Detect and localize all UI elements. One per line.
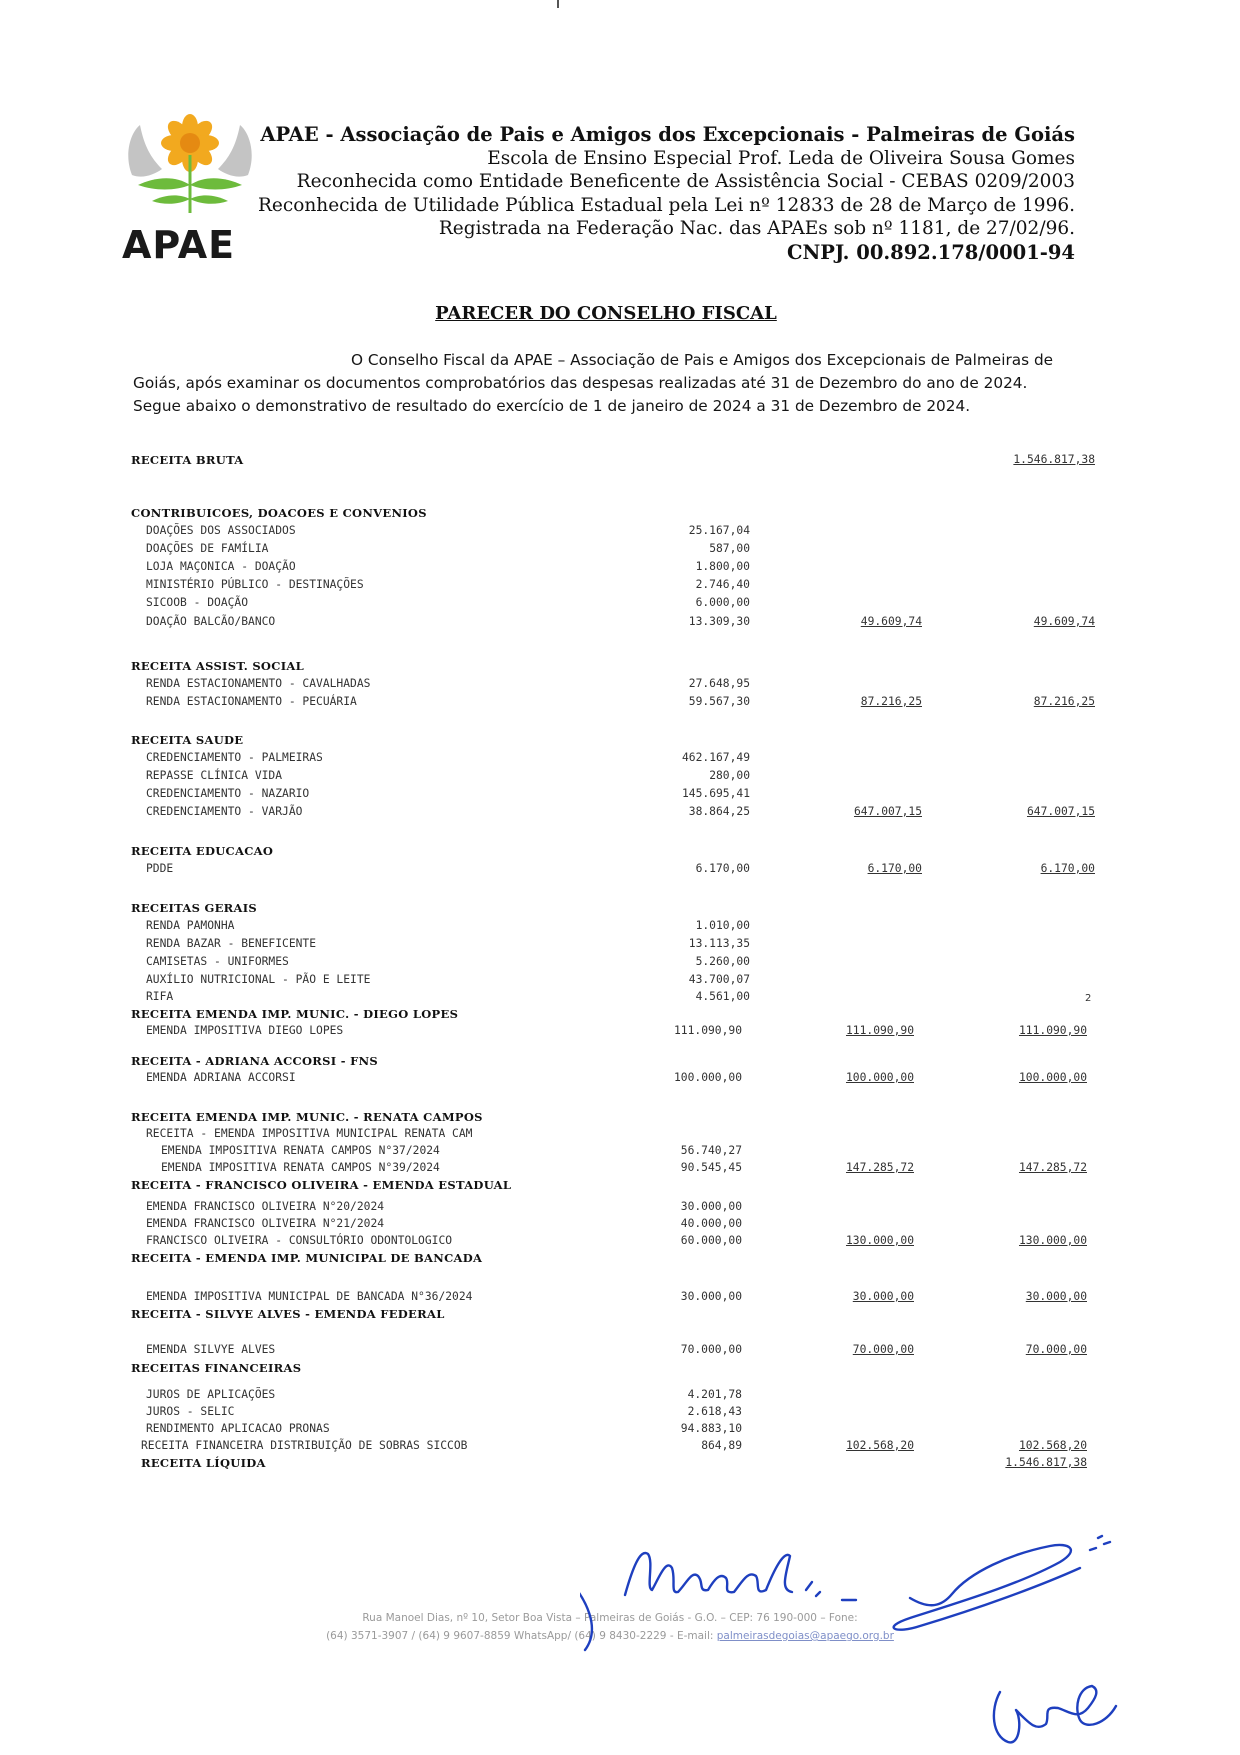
amount-col1: 13.309,30 — [688, 615, 750, 628]
amount-col1: 90.545,45 — [680, 1161, 742, 1174]
amount-col3: 102.568,20 — [1018, 1439, 1087, 1452]
item-label: RIFA — [146, 990, 174, 1003]
item-label: REPASSE CLÍNICA VIDA — [146, 769, 283, 782]
statement-item-row — [0, 861, 1240, 877]
amount-col1: 5.260,00 — [695, 955, 750, 968]
item-label: CREDENCIAMENTO - PALMEIRAS — [146, 751, 323, 764]
org-name: APAE - Associação de Pais e Amigos dos Excepcionais - Palmeiras de Goiás — [260, 123, 1075, 146]
statement-group-row — [0, 732, 1240, 748]
amount-col1: 1.800,00 — [695, 560, 750, 573]
statement-item-row — [0, 1023, 1240, 1039]
item-label: MINISTÉRIO PÚBLICO - DESTINAÇÕES — [146, 578, 364, 591]
group-label: RECEITA EMENDA IMP. MUNIC. - DIEGO LOPES — [131, 1007, 459, 1021]
statement-item-row — [0, 1421, 1240, 1437]
amount-col1: 13.113,35 — [688, 937, 750, 950]
item-label: RENDA BAZAR - BENEFICENTE — [146, 937, 317, 950]
item-label: CREDENCIAMENTO - NAZARIO — [146, 787, 310, 800]
statement-group-row — [0, 1306, 1240, 1322]
amount-col1: 30.000,00 — [680, 1290, 742, 1303]
statement-item-row — [0, 1070, 1240, 1086]
amount-col2: 130.000,00 — [845, 1234, 914, 1247]
statement-group-row — [0, 1177, 1240, 1193]
item-label: DOAÇÃO BALCÃO/BANCO — [146, 615, 276, 628]
statement-group-row — [0, 1250, 1240, 1266]
statement-item-row — [0, 577, 1240, 593]
statement-group-row — [0, 658, 1240, 674]
amount-col1: 280,00 — [709, 769, 750, 782]
statement-item-row — [0, 1404, 1240, 1420]
statement-group-row — [0, 900, 1240, 916]
statement-item-row — [0, 1438, 1240, 1454]
group-label: RECEITAS FINANCEIRAS — [131, 1361, 302, 1375]
statement-item-row — [0, 676, 1240, 692]
group-label: RECEITA EDUCACAO — [131, 844, 274, 858]
statement-group-row — [0, 1006, 1240, 1022]
amount-col1: 462.167,49 — [681, 751, 750, 764]
item-label: AUXÍLIO NUTRICIONAL - PÃO E LEITE — [146, 973, 371, 986]
handwritten-signatures — [580, 1510, 1200, 1755]
amount-col1: 2.746,40 — [695, 578, 750, 591]
statement-item-row — [0, 786, 1240, 802]
scan-mark — [557, 0, 559, 8]
statement-item-row — [0, 954, 1240, 970]
item-label: EMENDA FRANCISCO OLIVEIRA N°20/2024 — [146, 1200, 385, 1213]
amount-col1: 4.561,00 — [695, 990, 750, 1003]
statement-group-row — [0, 1053, 1240, 1069]
amount-col1: 27.648,95 — [688, 677, 750, 690]
statement-item-row — [0, 523, 1240, 539]
amount-col3: 1.546.817,38 — [1013, 453, 1095, 466]
group-label: CONTRIBUICOES, DOACOES E CONVENIOS — [131, 506, 427, 520]
item-label: RENDA ESTACIONAMENTO - CAVALHADAS — [146, 677, 371, 690]
group-label: RECEITA - SILVYE ALVES - EMENDA FEDERAL — [131, 1307, 445, 1321]
logo-wordmark: APAE — [122, 223, 236, 267]
org-school: Escola de Ensino Especial Prof. Leda de Oliveira Sousa Gomes — [487, 147, 1075, 169]
amount-col3: 647.007,15 — [1026, 805, 1095, 818]
statement-item-row — [0, 1216, 1240, 1232]
flower-hands-icon — [120, 105, 260, 225]
amount-col2: 6.170,00 — [867, 862, 922, 875]
group-label: RECEITA SAUDE — [131, 733, 244, 747]
amount-col1: 145.695,41 — [681, 787, 750, 800]
footer-phones: (64) 3571-3907 / (64) 9 9607-8859 WhatsApp/ (64) 9 8430-2229 - E-mail: — [326, 1630, 717, 1642]
statement-group-row — [0, 505, 1240, 521]
statement-item-row — [0, 1289, 1240, 1305]
statement-item-row — [0, 614, 1240, 630]
amount-col1: 43.700,07 — [688, 973, 750, 986]
org-cnpj: CNPJ. 00.892.178/0001-94 — [786, 240, 1075, 264]
amount-col1: 70.000,00 — [680, 1343, 742, 1356]
amount-col3: 147.285,72 — [1018, 1161, 1087, 1174]
amount-col3: 70.000,00 — [1025, 1343, 1087, 1356]
amount-col3: 30.000,00 — [1025, 1290, 1087, 1303]
statement-item-row — [0, 1387, 1240, 1403]
intro-line: O Conselho Fiscal da APAE – Associação de Pais e Amigos dos Excepcionais de Palmeiras de — [351, 351, 1054, 369]
item-label: PDDE — [146, 862, 174, 875]
amount-col3: 111.090,90 — [1018, 1024, 1087, 1037]
item-label: EMENDA SILVYE ALVES — [146, 1343, 276, 1356]
group-label: RECEITA BRUTA — [131, 453, 244, 467]
statement-item-row — [0, 750, 1240, 766]
item-label: DOAÇÕES DOS ASSOCIADOS — [146, 524, 296, 537]
amount-col1: 40.000,00 — [680, 1217, 742, 1230]
group-label: RECEITA - FRANCISCO OLIVEIRA - EMENDA ESTADUAL — [131, 1178, 512, 1192]
statement-group-row — [0, 843, 1240, 859]
amount-col1: 4.201,78 — [687, 1388, 742, 1401]
statement-item-row — [0, 1126, 1240, 1142]
amount-col1: 1.010,00 — [695, 919, 750, 932]
statement-item-row — [0, 1160, 1240, 1176]
item-label: SICOOB - DOAÇÃO — [146, 596, 249, 609]
amount-col3: 130.000,00 — [1018, 1234, 1087, 1247]
amount-col3: 49.609,74 — [1033, 615, 1095, 628]
amount-col1: 2.618,43 — [687, 1405, 742, 1418]
statement-item-row — [0, 918, 1240, 934]
statement-item-row — [0, 804, 1240, 820]
statement-group-row — [0, 1360, 1240, 1376]
org-cebas: Reconhecida como Entidade Beneficente de Assistência Social - CEBAS 0209/2003 — [296, 171, 1075, 192]
amount-col1: 30.000,00 — [680, 1200, 742, 1213]
statement-item-row — [0, 972, 1240, 988]
amount-col2: 100.000,00 — [845, 1071, 914, 1084]
amount-col1: 100.000,00 — [673, 1071, 742, 1084]
item-label: EMENDA ADRIANA ACCORSI — [146, 1071, 296, 1084]
amount-col3: 87.216,25 — [1033, 695, 1095, 708]
amount-col2: 147.285,72 — [845, 1161, 914, 1174]
amount-col1: 38.864,25 — [688, 805, 750, 818]
item-label: RECEITA - EMENDA IMPOSITIVA MUNICIPAL RENATA CAM — [146, 1127, 473, 1140]
amount-col2: 111.090,90 — [845, 1024, 914, 1037]
item-label: EMENDA FRANCISCO OLIVEIRA N°21/2024 — [146, 1217, 385, 1230]
amount-col2: 49.609,74 — [860, 615, 922, 628]
item-label: RENDA ESTACIONAMENTO - PECUÁRIA — [146, 695, 357, 708]
item-label: RENDA PAMONHA — [146, 919, 235, 932]
statement-item-row — [0, 541, 1240, 557]
statement-group-row — [0, 1455, 1240, 1471]
item-label: CREDENCIAMENTO - VARJÃO — [146, 805, 303, 818]
amount-col1: 60.000,00 — [680, 1234, 742, 1247]
item-label: EMENDA IMPOSITIVA MUNICIPAL DE BANCADA N°36/2024 — [146, 1290, 473, 1303]
amount-col1: 587,00 — [709, 542, 750, 555]
item-label: EMENDA IMPOSITIVA RENATA CAMPOS N°37/2024 — [161, 1144, 440, 1157]
amount-col2: 70.000,00 — [852, 1343, 914, 1356]
item-label: FRANCISCO OLIVEIRA - CONSULTÓRIO ODONTOLOGICO — [146, 1234, 453, 1247]
amount-col2: 30.000,00 — [852, 1290, 914, 1303]
statement-item-row — [0, 989, 1240, 1005]
statement-item-row — [0, 595, 1240, 611]
amount-col1: 6.170,00 — [695, 862, 750, 875]
amount-col2: 102.568,20 — [845, 1439, 914, 1452]
statement-item-row — [0, 694, 1240, 710]
amount-col3: 100.000,00 — [1018, 1071, 1087, 1084]
item-label: EMENDA IMPOSITIVA DIEGO LOPES — [146, 1024, 344, 1037]
statement-group-row — [0, 1109, 1240, 1125]
statement-item-row — [0, 1342, 1240, 1358]
item-label: LOJA MAÇONICA - DOAÇÃO — [146, 560, 296, 573]
item-label: JUROS DE APLICAÇÕES — [146, 1388, 276, 1401]
statement-item-row — [0, 936, 1240, 952]
org-registration: Registrada na Federação Nac. das APAEs sob nº 1181, de 27/02/96. — [438, 218, 1075, 239]
amount-col3: 6.170,00 — [1040, 862, 1095, 875]
group-label: RECEITAS GERAIS — [131, 901, 258, 915]
amount-col1: 59.567,30 — [688, 695, 750, 708]
group-label: RECEITA EMENDA IMP. MUNIC. - RENATA CAMPOS — [131, 1110, 483, 1124]
amount-col1: 25.167,04 — [688, 524, 750, 537]
intro-line: Segue abaixo o demonstrativo de resultado do exercício de 1 de janeiro de 2024 a 31 de Dezembro de 2024. — [133, 397, 971, 415]
amount-col2: 647.007,15 — [853, 805, 922, 818]
amount-col1: 6.000,00 — [695, 596, 750, 609]
page-title: PARECER DO CONSELHO FISCAL — [435, 303, 777, 324]
footer-address: Rua Manoel Dias, nº 10, Setor Boa Vista – Palmeiras de Goiás - G.O. – CEP: 76 190-000 – Fone: — [362, 1612, 858, 1624]
statement-item-row — [0, 768, 1240, 784]
item-label: DOAÇÕES DE FAMÍLIA — [146, 542, 269, 555]
amount-col1: 111.090,90 — [673, 1024, 742, 1037]
amount-col1: 94.883,10 — [680, 1422, 742, 1435]
group-label: RECEITA LÍQUIDA — [141, 1456, 266, 1470]
amount-col1: 864,89 — [701, 1439, 742, 1452]
org-public-utility: Reconhecida de Utilidade Pública Estadual pela Lei nº 12833 de 28 de Março de 1996. — [258, 194, 1075, 216]
amount-col1: 56.740,27 — [680, 1144, 742, 1157]
item-label: CAMISETAS - UNIFORMES — [146, 955, 289, 968]
statement-item-row — [0, 559, 1240, 575]
footnote-marker: 2 — [1085, 993, 1092, 1004]
intro-line: Goiás, após examinar os documentos comprobatórios das despesas realizadas até 31 de Dezembro do ano de 2024. — [133, 374, 1028, 392]
group-label: RECEITA ASSIST. SOCIAL — [131, 659, 304, 673]
item-label: RECEITA FINANCEIRA DISTRIBUIÇÃO DE SOBRAS SICCOB — [141, 1439, 468, 1452]
organization-info — [258, 123, 1075, 264]
intro-paragraph — [133, 349, 1083, 418]
apae-logo — [120, 105, 260, 265]
statement-item-row — [0, 1143, 1240, 1159]
footer-email-link[interactable]: palmeirasdegoias@apaego.org.br — [716, 1630, 894, 1642]
statement-group-row — [0, 452, 1240, 468]
amount-col3: 1.546.817,38 — [1005, 1456, 1087, 1469]
letterhead — [120, 105, 1075, 275]
statement-item-row — [0, 1199, 1240, 1215]
item-label: RENDIMENTO APLICACAO PRONAS — [146, 1422, 330, 1435]
item-label: JUROS - SELIC — [146, 1405, 235, 1418]
group-label: RECEITA - EMENDA IMP. MUNICIPAL DE BANCADA — [131, 1251, 483, 1265]
statement-item-row — [0, 1233, 1240, 1249]
amount-col2: 87.216,25 — [860, 695, 922, 708]
item-label: EMENDA IMPOSITIVA RENATA CAMPOS N°39/2024 — [161, 1161, 440, 1174]
group-label: RECEITA - ADRIANA ACCORSI - FNS — [131, 1054, 378, 1068]
